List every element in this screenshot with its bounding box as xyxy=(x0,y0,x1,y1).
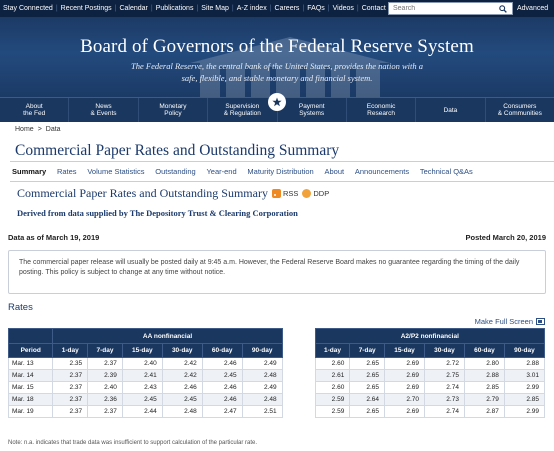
utility-link-careers[interactable]: Careers xyxy=(274,5,300,12)
posted-date: Posted March 20, 2019 xyxy=(465,233,546,242)
a2p2-rate-cell: 2.65 xyxy=(350,358,385,370)
aa-rate-cell: 2.48 xyxy=(242,370,282,382)
nav-about-the-fed[interactable]: About the Fed xyxy=(0,98,69,122)
aa-rate-cell: 2.45 xyxy=(122,394,162,406)
aa-rate-cell: 2.43 xyxy=(122,382,162,394)
a2p2-rate-cell: 2.88 xyxy=(464,370,504,382)
a2p2-rate-cell: 2.74 xyxy=(424,382,464,394)
utility-link-site-map[interactable]: Site Map xyxy=(201,5,229,12)
a2p2-rate-cell: 2.73 xyxy=(424,394,464,406)
group-header-a2p2: A2/P2 nonfinancial xyxy=(315,329,544,344)
utility-link-az-index[interactable]: A-Z index xyxy=(236,5,267,12)
nav-consumers-communities[interactable]: Consumers & Communities xyxy=(497,103,542,117)
column-header: 1-day xyxy=(53,344,88,358)
divider: | xyxy=(327,5,330,12)
divider xyxy=(10,161,554,162)
tab-announcements[interactable]: Announcements xyxy=(354,167,410,176)
utility-links xyxy=(0,0,389,17)
a2p2-rate-cell: 2.70 xyxy=(385,394,425,406)
column-header: 1-day xyxy=(315,344,350,358)
a2p2-rate-cell: 2.99 xyxy=(504,382,544,394)
tagline-line-2: safe, flexible, and stable monetary and financial system. xyxy=(181,73,373,83)
aa-rate-cell: 2.37 xyxy=(53,370,88,382)
group-header-aa: AA nonfinancial xyxy=(53,329,282,344)
search-icon[interactable] xyxy=(497,3,509,14)
a2p2-rate-cell: 2.79 xyxy=(464,394,504,406)
aa-rate-cell: 2.41 xyxy=(122,370,162,382)
breadcrumb xyxy=(15,126,61,133)
utility-link-contact[interactable]: Contact xyxy=(361,5,386,12)
nav-economic-research[interactable]: Economic Research xyxy=(347,98,416,122)
period-cell: Mar. 13 xyxy=(9,358,53,370)
a2p2-rate-cell: 2.88 xyxy=(504,358,544,370)
divider xyxy=(10,181,554,182)
column-header: 15-day xyxy=(122,344,162,358)
a2p2-rate-cell: 2.85 xyxy=(504,394,544,406)
search-box xyxy=(388,2,513,15)
rates-heading: Rates xyxy=(8,302,33,313)
a2p2-rate-cell: 2.60 xyxy=(315,358,350,370)
nav-data[interactable]: Data xyxy=(416,98,485,122)
utility-link-stay-connected[interactable]: Stay Connected xyxy=(3,5,53,12)
full-screen-icon xyxy=(536,318,545,325)
group-gap xyxy=(282,358,315,370)
aa-rate-cell: 2.49 xyxy=(242,382,282,394)
breadcrumb-home[interactable]: Home xyxy=(15,126,34,133)
divider: | xyxy=(231,5,234,12)
page-title: Commercial Paper Rates and Outstanding Summary xyxy=(15,142,340,159)
period-cell: Mar. 19 xyxy=(9,406,53,418)
rates-table-body xyxy=(9,358,545,418)
utility-link-videos[interactable]: Videos xyxy=(332,5,354,12)
rss-link[interactable] xyxy=(272,189,298,198)
data-source-note: Derived from data supplied by The Depository Trust & Clearing Corporation xyxy=(17,208,298,218)
site-banner xyxy=(0,17,554,97)
aa-rate-cell: 2.35 xyxy=(53,358,88,370)
ddp-link[interactable] xyxy=(302,189,329,198)
aa-rate-cell: 2.51 xyxy=(242,406,282,418)
site-tagline xyxy=(0,60,554,84)
a2p2-rate-cell: 2.64 xyxy=(350,394,385,406)
a2p2-rate-cell: 2.60 xyxy=(315,382,350,394)
main-nav xyxy=(0,97,554,122)
rss-icon xyxy=(272,189,281,198)
footnote: Note: n.a. indicates that trade data was insufficient to support calculation of the particular rate. xyxy=(8,440,258,446)
utility-bar xyxy=(0,0,554,17)
a2p2-rate-cell: 2.65 xyxy=(350,370,385,382)
section-tabs xyxy=(0,165,554,179)
a2p2-rate-cell: 2.69 xyxy=(385,358,425,370)
a2p2-rate-cell: 2.59 xyxy=(315,406,350,418)
column-header: 90-day xyxy=(504,344,544,358)
rates-table xyxy=(8,328,545,418)
column-header: 30-day xyxy=(424,344,464,358)
aa-rate-cell: 2.37 xyxy=(53,394,88,406)
aa-rate-cell: 2.39 xyxy=(88,370,123,382)
aa-rate-cell: 2.45 xyxy=(162,394,202,406)
aa-rate-cell: 2.47 xyxy=(202,406,242,418)
a2p2-rate-cell: 2.72 xyxy=(424,358,464,370)
column-header: 60-day xyxy=(464,344,504,358)
group-gap xyxy=(282,329,315,344)
nav-news-events[interactable]: News & Events xyxy=(69,98,138,122)
table-row xyxy=(9,394,545,406)
breadcrumb-current[interactable]: Data xyxy=(45,126,61,133)
divider: | xyxy=(269,5,272,12)
group-gap xyxy=(282,406,315,418)
aa-rate-cell: 2.46 xyxy=(202,382,242,394)
rss-label: RSS xyxy=(282,189,299,198)
aa-rate-cell: 2.44 xyxy=(122,406,162,418)
tab-about[interactable]: About xyxy=(324,167,345,176)
full-screen-link[interactable] xyxy=(475,317,545,326)
aa-rate-cell: 2.45 xyxy=(202,370,242,382)
nav-payment-systems[interactable]: Payment Systems xyxy=(278,98,347,122)
period-cell: Mar. 14 xyxy=(9,370,53,382)
nav-monetary-policy[interactable]: Monetary Policy xyxy=(139,98,208,122)
column-header: 15-day xyxy=(385,344,425,358)
aa-rate-cell: 2.40 xyxy=(88,382,123,394)
aa-rate-cell: 2.46 xyxy=(162,382,202,394)
aa-rate-cell: 2.37 xyxy=(88,358,123,370)
a2p2-rate-cell: 2.87 xyxy=(464,406,504,418)
column-header-period: Period xyxy=(9,344,53,358)
header-spacer xyxy=(9,329,53,344)
divider: | xyxy=(114,5,117,12)
period-cell: Mar. 15 xyxy=(9,382,53,394)
tab-outstanding[interactable]: Outstanding xyxy=(155,167,196,176)
tab-year-end[interactable]: Year-end xyxy=(206,167,237,176)
divider: | xyxy=(356,5,359,12)
column-header: 7-day xyxy=(88,344,123,358)
aa-rate-cell: 2.42 xyxy=(162,358,202,370)
home-star-icon[interactable] xyxy=(268,93,286,111)
data-as-of: Data as of March 19, 2019 xyxy=(8,233,100,242)
table-row xyxy=(9,370,545,382)
a2p2-rate-cell: 2.59 xyxy=(315,394,350,406)
divider: | xyxy=(196,5,199,12)
table-row xyxy=(9,406,545,418)
tab-maturity-distribution[interactable]: Maturity Distribution xyxy=(247,167,314,176)
aa-rate-cell: 2.37 xyxy=(53,382,88,394)
tab-volume-statistics[interactable]: Volume Statistics xyxy=(87,167,145,176)
full-screen-label: Make Full Screen xyxy=(474,317,533,326)
a2p2-rate-cell: 2.69 xyxy=(385,370,425,382)
ddp-label: DDP xyxy=(313,189,330,198)
tab-rates[interactable]: Rates xyxy=(56,167,77,176)
a2p2-rate-cell: 2.99 xyxy=(504,406,544,418)
aa-rate-cell: 2.48 xyxy=(162,406,202,418)
utility-link-publications[interactable]: Publications xyxy=(155,5,194,12)
period-cell: Mar. 18 xyxy=(9,394,53,406)
nav-supervision-regulation[interactable]: Supervision & Regulation xyxy=(208,98,277,122)
group-gap xyxy=(282,394,315,406)
aa-rate-cell: 2.48 xyxy=(242,394,282,406)
breadcrumb-separator: > xyxy=(37,126,42,133)
utility-link-recent-postings[interactable]: Recent Postings xyxy=(60,5,112,12)
a2p2-rate-cell: 3.01 xyxy=(504,370,544,382)
search-input[interactable] xyxy=(389,5,497,12)
group-gap xyxy=(282,382,315,394)
column-header: 30-day xyxy=(162,344,202,358)
ddp-icon xyxy=(302,189,311,198)
aa-rate-cell: 2.40 xyxy=(122,358,162,370)
tab-summary[interactable]: Summary xyxy=(12,167,47,176)
column-header: 7-day xyxy=(350,344,385,358)
aa-rate-cell: 2.37 xyxy=(88,406,123,418)
release-notice: The commercial paper release will usually be posted daily at 9:45 a.m. However, the Federal Reserve Board makes no guarantee regarding the timing of the daily posting. This policy is subject to change at any time without notice. xyxy=(8,250,546,294)
a2p2-rate-cell: 2.75 xyxy=(424,370,464,382)
a2p2-rate-cell: 2.69 xyxy=(385,382,425,394)
divider: | xyxy=(150,5,153,12)
aa-rate-cell: 2.46 xyxy=(202,394,242,406)
column-header: 60-day xyxy=(202,344,242,358)
aa-rate-cell: 2.46 xyxy=(202,358,242,370)
table-row xyxy=(9,382,545,394)
tab-technical-qas[interactable]: Technical Q&As xyxy=(419,167,473,176)
a2p2-rate-cell: 2.65 xyxy=(350,406,385,418)
divider: | xyxy=(55,5,58,12)
utility-link-faqs[interactable]: FAQs xyxy=(307,5,325,12)
divider: | xyxy=(302,5,305,12)
a2p2-rate-cell: 2.85 xyxy=(464,382,504,394)
aa-rate-cell: 2.49 xyxy=(242,358,282,370)
group-gap xyxy=(282,344,315,358)
a2p2-rate-cell: 2.74 xyxy=(424,406,464,418)
aa-rate-cell: 2.42 xyxy=(162,370,202,382)
aa-rate-cell: 2.36 xyxy=(88,394,123,406)
tagline-line-1: The Federal Reserve, the central bank of the United States, provides the nation with a xyxy=(131,61,423,71)
aa-rate-cell: 2.37 xyxy=(53,406,88,418)
a2p2-rate-cell: 2.65 xyxy=(350,382,385,394)
a2p2-rate-cell: 2.80 xyxy=(464,358,504,370)
table-row xyxy=(9,358,545,370)
section-subtitle: Commercial Paper Rates and Outstanding Summary xyxy=(17,186,268,200)
advanced-search-link[interactable]: Advanced xyxy=(517,5,549,12)
utility-link-calendar[interactable]: Calendar xyxy=(119,5,148,12)
section-subtitle-row xyxy=(17,186,329,201)
a2p2-rate-cell: 2.69 xyxy=(385,406,425,418)
column-header: 90-day xyxy=(242,344,282,358)
site-title[interactable]: Board of Governors of the Federal Reserve System xyxy=(80,36,474,57)
a2p2-rate-cell: 2.61 xyxy=(315,370,350,382)
group-gap xyxy=(282,370,315,382)
